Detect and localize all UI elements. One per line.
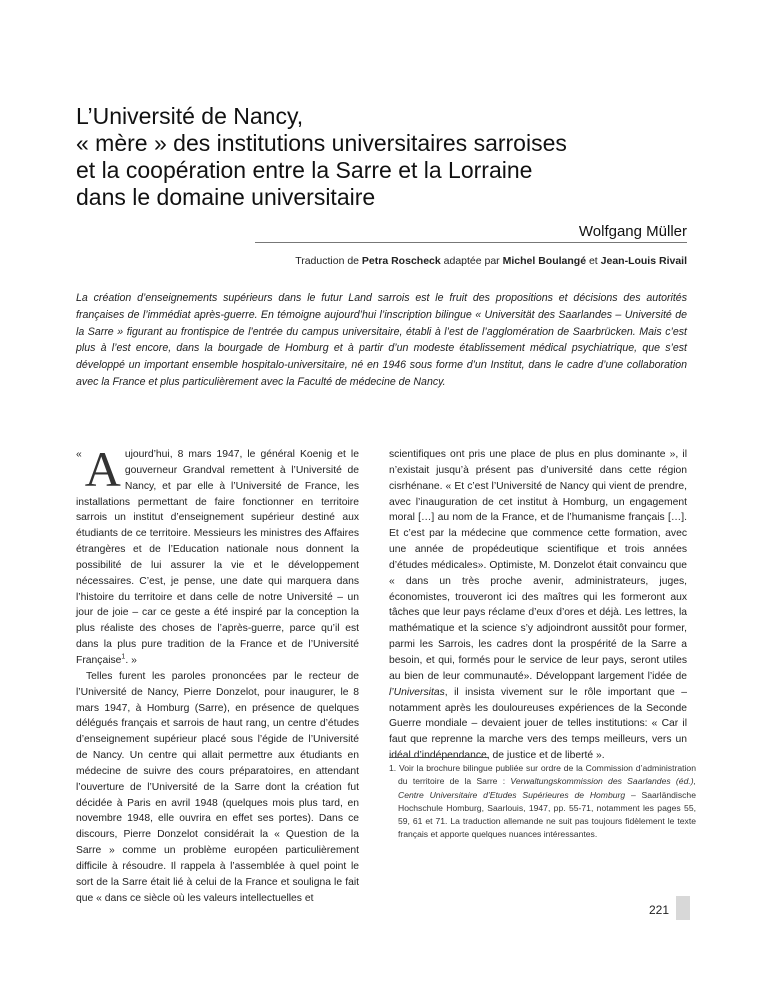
title-line: et la coopération entre la Sarre et la Lorraine (76, 157, 533, 183)
title-line: « mère » des institutions universitaires sarroises (76, 130, 567, 156)
author-name: Wolfgang Müller (578, 223, 687, 240)
translation-prefix: Traduction de (295, 255, 362, 267)
paragraph-close: . » (125, 654, 137, 666)
body-paragraph (389, 447, 687, 764)
footnote-text: – Saarländische Hochschule Homburg, Saarlouis, 1947, pp. 55-71, notamment les pages 55, 59, 61 et 71. La traduction allemande ne suit pas toujours fidèlement le texte français et apporte quelques nuances intéressantes. (398, 789, 696, 840)
translator-name: Petra Roscheck (361, 255, 441, 267)
italic-term: l’Universitas (389, 686, 445, 698)
translation-middle: adaptée par (440, 255, 503, 267)
title-line: L’Université de Nancy, (76, 103, 304, 129)
adapter-name: Michel Boulangé (502, 255, 587, 267)
paragraph-text: ujourd’hui, 8 mars 1947, le général Koenig et le gouverneur Grandval remettent à l’Université de Nancy, et par elle à l’Université de France, les installations permettant de faire fonctionner en territoire sarrois un institut d’enseignement supérieur destiné aux étudiants de ce territoire. Messieurs les ministres des Affaires étrangères et de l’Education nationale nous donnent la possibilité de lui assurer la vie et le développement nécessaires. C’est, je pense, une date qui marquera dans l’histoire du territoire et dans celle de notre Université – un jour de joie – car ce geste a été inspiré par la conception la plus réaliste des choses de l’après-guerre, parce qu’il est dans la plus pure tradition de la France et de l’Université Française (76, 449, 359, 666)
drop-cap: A (84, 441, 121, 497)
footnote-italic: Verwaltungskommission des Saarlandes (éd.), Centre Universitaire d’Etudes Supérieures de Homburg (398, 776, 696, 800)
paragraph-text: , il insista vivement sur le rôle important que – notamment après les douloureuses expériences de la Seconde Guerre mondiale – devaient jouer de telles institutions: « Car il faut que reprenne la marche vers des temps meilleurs, vers un idéal d’indépendance, de justice et de liberté ». (389, 686, 687, 762)
article-title (76, 103, 696, 211)
adapter-name: Jean-Louis Rivail (600, 255, 687, 267)
author-divider (255, 242, 687, 243)
body-column-left (76, 441, 359, 906)
abstract: La création d’enseignements supérieurs dans le futur Land sarrois est le fruit des propositions et décisions des autorités françaises de l’immédiat après-guerre. En témoigne aujourd’hui l’inscription bilingue « Universität des Saarlandes – Université de la Sarre » figurant au frontispice de l’entrée du campus universitaire, établi à l’est de l’agglomération de Saarbrücken. Mais c’est plus à l’est encore, dans la bourgade de Homburg et à partir d’un modeste établissement médical psychiatrique, que s’est développé un important ensemble hospitalo-universitaire, né en 1946 sous forme d’un Institut, dans le cadre d’une collaboration avec la France et plus particulièrement avec la Faculté de médecine de Nancy. (76, 292, 687, 388)
title-line: dans le domaine universitaire (76, 184, 376, 210)
footnote-ref[interactable]: 1 (121, 653, 126, 661)
body-paragraph: Telles furent les paroles prononcées par le recteur de l’Université de Nancy, Pierre Donzelot, pour inaugurer, le 8 mars 1947, à Homburg (Sarre), en présence de quelques délégués français et sarrois de haut rang, un centre d’études d’enseignement supérieur placé sous l’égide de l’Université de Nancy. Un centre qui allait permettre aux étudiants en médecine de suivre des cours préparatoires, en attendant l’ouverture de l’Université de la Sarre dont la création fut décidée à Paris en avril 1948 (quelques mois plus tard, en novembre 1948, elle ouvrira en effet ses portes). Dans ce discours, Pierre Donzelot considérait la « Question de la Sarre » comme un problème européen particulièrement difficile à résoudre. Il rappela à l’assemblée à quel point le sort de la Sarre était lié à celui de la France et souligna le fait que « dans ce siècle où les valeurs intellectuelles et (76, 670, 359, 904)
paragraph-text: scientifiques ont pris une place de plus en plus dominante », il n’existait jusqu’à présent pas d’université dans cette région cisrhénane. « Et c’est l’Université de Nancy qui vient de prendre, avec l’inauguration de cet institut à Homburg, un engagement moral […] au nom de la France, et de l’humanisme français […]. Et c’est par la médecine que commence cette formation, avec une année de propédeutique scientifique et trois années d’études médicales». Optimiste, M. Donzelot était convaincu que « dans un très proche avenir, administrateurs, juges, économistes, trouveront ici des maîtres qui les formeront aux tâches que leur pays réclame d’eux d’ores et déjà. Les lettres, la mathématique et la science s’y adjoindront aussitôt pour former, parmi les Sarrois, les cadres dont la prospérité de la Sarre a besoin, et qui, formés pour le service de leur pays, seront utiles au bien de leur communauté». Développant largement l’idée de (389, 449, 687, 682)
body-paragraph (76, 441, 359, 669)
translation-conj: et (586, 255, 601, 267)
footnote-divider (389, 757, 489, 758)
footnote (389, 762, 696, 842)
footnote-number: 1. (389, 763, 397, 773)
body-column-right (389, 447, 687, 764)
footnote-text: Voir la brochure bilingue publiée sur ordre de la Commission d’administration du territoire de la Sarre : (396, 763, 696, 787)
page-number: 221 (649, 903, 670, 917)
translation-credit (295, 255, 687, 267)
opening-quote: « (76, 449, 82, 460)
page-tab-marker (676, 896, 690, 920)
